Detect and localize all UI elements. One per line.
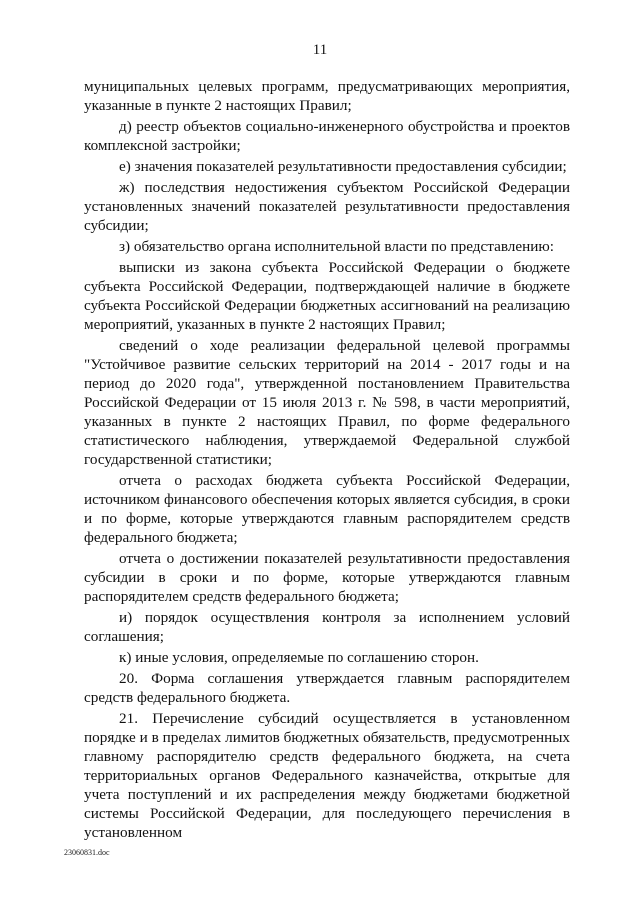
paragraph-item-zh: ж) последствия недостижения субъектом Российской Федерации установленных значений показателей результативности предоставления субсидии; xyxy=(84,179,570,234)
paragraph-item-d: д) реестр объектов социально-инженерного обустройства и проектов комплексной застройки; xyxy=(84,118,570,154)
file-name-footer: 23060831.doc xyxy=(64,848,110,857)
document-body xyxy=(84,77,570,842)
paragraph-extract-law: выписки из закона субъекта Российской Федерации о бюджете субъекта Российской Федерации, подтверждающей наличие в бюджете субъекта Российской Федерации бюджетных ассигнований на реализацию мероприятий, указанных в пункте 2 настоящих Правил; xyxy=(84,259,570,333)
paragraph-expense-report: отчета о расходах бюджета субъекта Российской Федерации, источником финансового обеспечения которых является субсидия, в сроки и по форме, которые утверждаются главным распорядителем средств федерального бюджета; xyxy=(84,472,570,546)
paragraph-item-i: и) порядок осуществления контроля за исполнением условий соглашения; xyxy=(84,609,570,645)
paragraph-1: муниципальных целевых программ, предусматривающих мероприятия, указанные в пункте 2 настоящих Правил; xyxy=(84,78,570,114)
paragraph-20: 20. Форма соглашения утверждается главным распорядителем средств федерального бюджета. xyxy=(84,670,570,706)
paragraph-item-z: з) обязательство органа исполнительной власти по представлению: xyxy=(119,238,554,255)
paragraph-program-info: сведений о ходе реализации федеральной целевой программы "Устойчивое развитие сельских территорий на 2014 - 2017 годы и на период до 2020 года", утвержденной постановлением Правительства Российской Федерации от 15 июля 2013 г. № 598, в части мероприятий, указанных в пункте 2 настоящих Правил, по форме федерального статистического наблюдения, утверждаемой Федеральной службой государственной статистики; xyxy=(84,337,570,468)
paragraph-performance-report: отчета о достижении показателей результативности предоставления субсидии в сроки и по форме, которые утверждаются главным распорядителем средств федерального бюджета; xyxy=(84,550,570,605)
page-number: 11 xyxy=(312,42,328,58)
paragraph-item-k: к) иные условия, определяемые по соглашению сторон. xyxy=(119,649,479,666)
paragraph-21: 21. Перечисление субсидий осуществляется в установленном порядке и в пределах лимитов бюджетных обязательств, предусмотренных главному распорядителю средств федерального бюджета, на счета территориальных органов Федерального казначейства, открытые для учета поступлений и их распределения между бюджетами бюджетной системы Российской Федерации, для последующего перечисления в установленном xyxy=(84,710,570,841)
paragraph-item-e: е) значения показателей результативности предоставления субсидии; xyxy=(119,158,567,175)
